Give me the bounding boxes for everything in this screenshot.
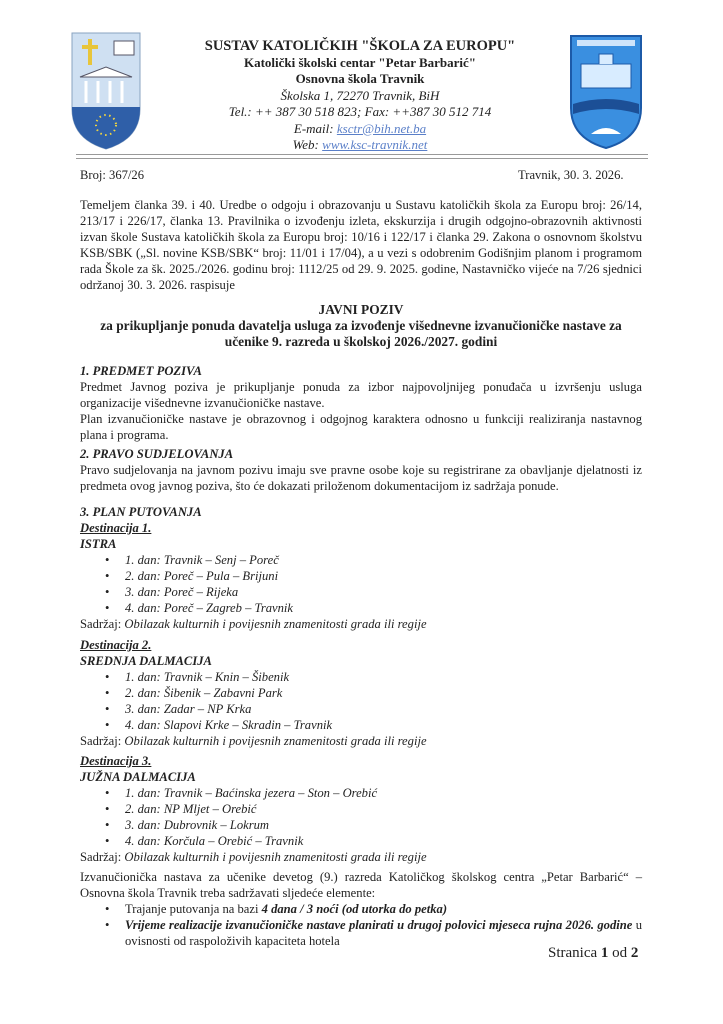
- destination-1: [80, 520, 642, 632]
- section-2: [80, 446, 642, 494]
- org-subtitle: Katolički školski centar "Petar Barbarić": [243, 54, 477, 70]
- document-subtitle: za prikupljanje ponuda davatelja usluga za izvođenje višednevne izvanučioničke nastave za učenike 9. razreda u školskoj 2026./2027. godini: [100, 318, 622, 349]
- section-heading: 2. PRAVO SUDJELOVANJA: [80, 447, 234, 461]
- itinerary-day: • 2. dan: Poreč – Pula – Brijuni: [80, 568, 642, 584]
- document-number: Broj: 367/26: [80, 168, 145, 182]
- section-1: [80, 363, 642, 443]
- destination-3: [80, 753, 642, 865]
- place-date: Travnik, 30. 3. 2026.: [518, 168, 624, 182]
- element-item: • Trajanje putovanja na bazi 4 dana / 3 noći (od utorka do petka): [80, 901, 642, 917]
- header-divider: [76, 154, 648, 159]
- destination-label: Destinacija 3.: [80, 754, 152, 768]
- web-label: Web:: [292, 137, 323, 152]
- itinerary-day: • 4. dan: Korčula – Orebić – Travnik: [80, 833, 642, 849]
- destination-name: JUŽNA DALMACIJA: [80, 770, 196, 784]
- destination-name: SREDNJA DALMACIJA: [80, 654, 212, 668]
- document-title: JAVNI POZIV: [318, 302, 404, 317]
- org-title: SUSTAV KATOLIČKIH "ŠKOLA ZA EUROPU": [204, 38, 516, 54]
- itinerary-day: • 3. dan: Zadar – NP Krka: [80, 701, 642, 717]
- section-text: Pravo sudjelovanja na javnom pozivu imaju sve pravne osobe koje su registrirane za obavljanje djelatnosti iz predmeta ovog javnog poziva, što će dokazati priloženom dokumentacijom iz sadržaja ponude.: [80, 463, 642, 493]
- section-text: Predmet Javnog poziva je prikupljanje ponuda za izbor najpovoljnijeg ponuđača u izvršenju usluga organizacije višednevne izvanučioničke nastave.: [80, 380, 642, 410]
- email-link[interactable]: ksctr@bih.net.ba: [336, 120, 427, 136]
- elements-intro: Izvanučionička nastava za učenike devetog (9.) razreda Katoličkog školskog centra „Petar Barbarić“ – Osnovna škola Travnik treba sadržavati sljedeće elemente:: [80, 870, 642, 900]
- elements-list: [80, 901, 642, 949]
- section-3: [80, 504, 642, 520]
- section-text: Plan izvanučioničke nastave je obrazovnog i odgojnog karaktera odnosno u funkciji realiziranja nastavnog plana i programa.: [80, 412, 642, 442]
- section-heading: 1. PREDMET POZIVA: [80, 364, 202, 378]
- itinerary-day: • 4. dan: Slapovi Krke – Skradin – Travnik: [80, 717, 642, 733]
- itinerary-list: [80, 669, 642, 733]
- section-heading: 3. PLAN PUTOVANJA: [80, 505, 202, 519]
- letterhead: [150, 38, 570, 154]
- content-label: Sadržaj:: [80, 617, 125, 631]
- elements-section: [80, 869, 642, 949]
- itinerary-day: • 2. dan: NP Mljet – Orebić: [80, 801, 642, 817]
- itinerary-day: • 3. dan: Poreč – Rijeka: [80, 584, 642, 600]
- content-label: Sadržaj:: [80, 734, 125, 748]
- email-label: E-mail:: [293, 120, 337, 136]
- destination-name: ISTRA: [80, 537, 117, 551]
- destination-2: [80, 637, 642, 749]
- itinerary-list: [80, 552, 642, 616]
- content-text: Obilazak kulturnih i povijesnih znamenitosti grada ili regije: [124, 617, 427, 631]
- element-item: • Vrijeme realizacije izvanučioničke nastave planirati u drugoj polovici mjeseca rujna 2026. godine u ovisnosti od raspoloživih kapaciteta hotela: [80, 917, 642, 949]
- itinerary-day: • 4. dan: Poreč – Zagreb – Travnik: [80, 600, 642, 616]
- itinerary-list: [80, 785, 642, 849]
- content-label: Sadržaj:: [80, 850, 125, 864]
- phone-fax: Tel.: ++ 387 30 518 823; Fax: ++387 30 512 714: [228, 104, 492, 119]
- web-link[interactable]: www.ksc-travnik.net: [322, 137, 428, 152]
- intro-paragraph: Temeljem članka 39. i 40. Uredbe o odgoju i obrazovanju u Sustavu katoličkih škola za Europu broj: 26/14, 213/17 i 226/17, članka 13. Pravilnika o izvođenju izleta, ekskurzija i drugih odgojno-obrazovnih aktivnosti izvan škole Sustava katoličkih škola za Europu broj: 10/16 i 122/17 i članka 29. Zakona o osnovnom školstvu KSB/SBK („Sl. novine KSB/SBK“ broj: 11/01 i 17/04), a u vezi s odobrenim Godišnjim planom i programom rada Škole za šk. 2025./2026. godinu broj: 1112/25 od 29. 9. 2025. godine, Nastavničko vijeće na 7/26 sjednici održanoj 30. 3. 2026. raspisuje: [80, 198, 642, 292]
- school-crest-logo: [70, 31, 142, 151]
- destination-label: Destinacija 2.: [80, 638, 152, 652]
- itinerary-day: • 1. dan: Travnik – Senj – Poreč: [80, 552, 642, 568]
- page-number: Stranica 1 od 2: [548, 945, 639, 961]
- content-text: Obilazak kulturnih i povijesnih znamenitosti grada ili regije: [124, 734, 427, 748]
- school-name: Osnovna škola Travnik: [295, 71, 425, 86]
- itinerary-day: • 1. dan: Travnik – Knin – Šibenik: [80, 669, 642, 685]
- content-text: Obilazak kulturnih i povijesnih znamenitosti grada ili regije: [124, 850, 427, 864]
- address: Školska 1, 72270 Travnik, BiH: [280, 87, 440, 103]
- ksc-logo: [569, 34, 643, 150]
- itinerary-day: • 1. dan: Travnik – Baćinska jezera – Ston – Orebić: [80, 785, 642, 801]
- itinerary-day: • 3. dan: Dubrovnik – Lokrum: [80, 817, 642, 833]
- destination-label: Destinacija 1.: [80, 521, 152, 535]
- itinerary-day: • 2. dan: Šibenik – Zabavni Park: [80, 685, 642, 701]
